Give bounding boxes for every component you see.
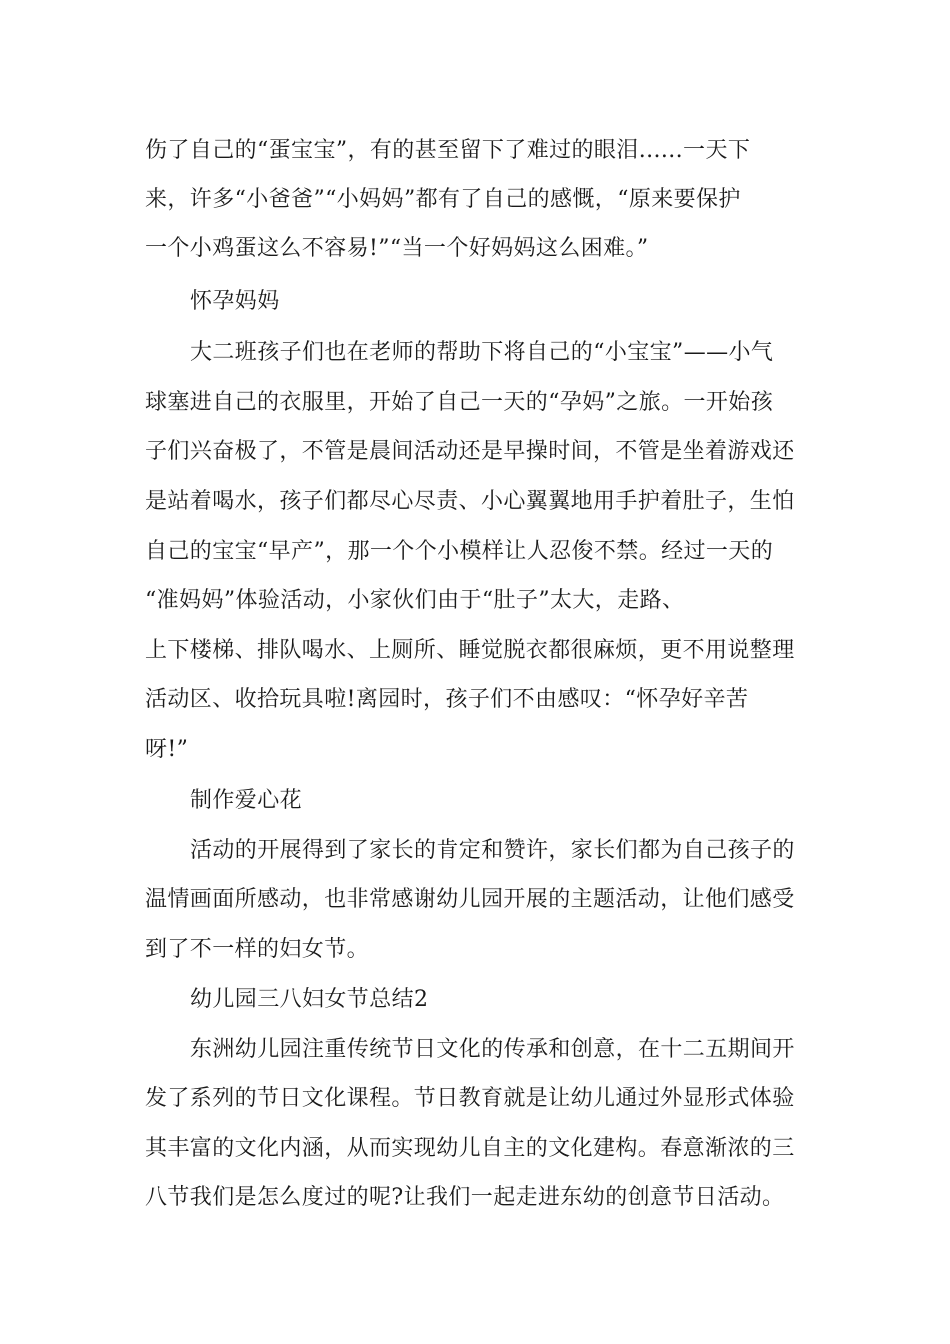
paragraph-line: 东洲幼儿园注重传统节日文化的传承和创意，在十二五期间开 — [190, 1037, 795, 1062]
paragraph-line: 自己的宝宝“早产”，那一个个小模样让人忍俊不禁。经过一天的 — [145, 539, 774, 564]
section-heading: 幼儿园三八妇女节总结2 — [190, 987, 429, 1012]
paragraph-line: 伤了自己的“蛋宝宝”，有的甚至留下了难过的眼泪......一天下 — [145, 138, 751, 163]
paragraph-line: 其丰富的文化内涵，从而实现幼儿自主的文化建构。春意渐浓的三 — [145, 1136, 795, 1161]
paragraph-line: 呀!” — [145, 737, 189, 762]
section-heading: 制作爱心花 — [190, 788, 303, 813]
paragraph-line: 活动的开展得到了家长的肯定和赞许，家长们都为自己孩子的 — [190, 838, 795, 863]
section-heading: 怀孕妈妈 — [190, 289, 280, 314]
paragraph-line: “准妈妈”体验活动，小家伙们由于“肚子”太大，走路、 — [145, 588, 685, 613]
paragraph-line: 是站着喝水，孩子们都尽心尽责、小心翼翼地用手护着肚子，生怕 — [145, 489, 795, 514]
paragraph-line: 温情画面所感动，也非常感谢幼儿园开展的主题活动，让他们感受 — [145, 887, 795, 912]
paragraph-line: 到了不一样的妇女节。 — [145, 937, 370, 962]
paragraph-line: 大二班孩子们也在老师的帮助下将自己的“小宝宝”——小气 — [190, 340, 774, 365]
paragraph-line: 八节我们是怎么度过的呢?让我们一起走进东幼的创意节日活动。 — [145, 1185, 785, 1210]
paragraph-line: 上下楼梯、排队喝水、上厕所、睡觉脱衣都很麻烦，更不用说整理 — [145, 638, 795, 663]
paragraph-line: 来，许多“小爸爸”“小妈妈”都有了自己的感慨，“原来要保护 — [145, 187, 741, 212]
paragraph-line: 球塞进自己的衣服里，开始了自己一天的“孕妈”之旅。一开始孩 — [145, 390, 774, 415]
paragraph-line: 发了系列的节日文化课程。节日教育就是让幼儿通过外显形式体验 — [145, 1086, 795, 1111]
paragraph-line: 子们兴奋极了，不管是晨间活动还是早操时间，不管是坐着游戏还 — [145, 439, 795, 464]
paragraph-line: 一个小鸡蛋这么不容易!”“当一个好妈妈这么困难。” — [145, 236, 649, 261]
paragraph-line: 活动区、收拾玩具啦!离园时，孩子们不由感叹：“怀孕好辛苦 — [145, 687, 749, 712]
